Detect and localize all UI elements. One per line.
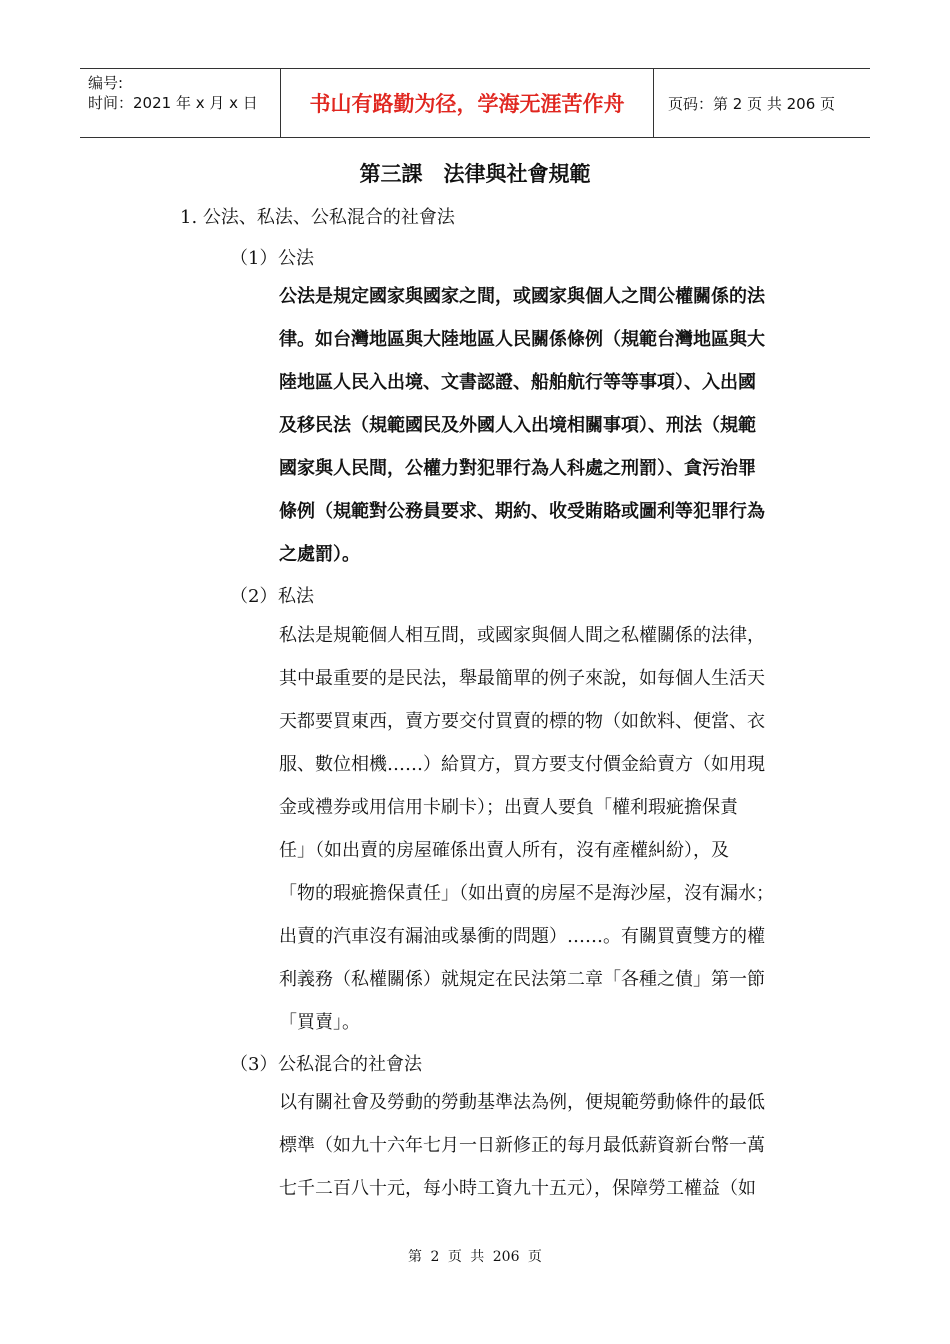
paragraph-line: 及移民法（規範國民及外國人入出境相關事項）、刑法（規範 — [279, 415, 756, 436]
paragraph-line: 律。如台灣地區與大陸地區人民關係條例（規範台灣地區與大 — [279, 329, 765, 350]
section-heading: 1. 公法、私法、公私混合的社會法 — [180, 207, 455, 228]
paragraph-line: 天都要買東西，賣方要交付買賣的標的物（如飲料、便當、衣 — [279, 711, 765, 732]
paragraph-line: 服、數位相機……）給買方，買方要支付價金給賣方（如用現 — [279, 754, 765, 775]
paragraph-line: 標準（如九十六年七月一日新修正的每月最低薪資新台幣一萬 — [279, 1135, 765, 1156]
subsection-public-law — [230, 244, 314, 270]
paragraph-line: 以有關社會及勞動的勞動基準法為例，便規範勞動條件的最低 — [279, 1092, 765, 1113]
page-footer: 第 2 页 共 206 页 — [408, 1249, 542, 1265]
header-motto: 书山有路勤为径，学海无涯苦作舟 — [280, 69, 654, 137]
paragraph-line: 公法是規定國家與國家之間，或國家與個人之間公權關係的法 — [279, 286, 765, 307]
subsection-label: 公私混合的社會法 — [278, 1054, 422, 1075]
paragraph-line: 私法是規範個人相互間，或國家與個人間之私權關係的法律， — [279, 625, 765, 646]
header-meta — [80, 69, 280, 137]
lesson-title: 第三課 法律與社會規範 — [359, 162, 591, 186]
paragraph-line: 「物的瑕疵擔保責任」（如出賣的房屋不是海沙屋，沒有漏水； — [279, 883, 774, 904]
private-law-paragraph — [279, 614, 804, 1044]
paragraph-line: 七千二百八十元，每小時工資九十五元），保障勞工權益（如 — [279, 1178, 756, 1199]
paragraph-line: 出賣的汽車沒有漏油或暴衝的問題）……。有關買賣雙方的權 — [279, 926, 765, 947]
paragraph-line: 「買賣」。 — [279, 1012, 360, 1033]
subsection-number: （2） — [230, 586, 278, 607]
header-page-number: 页码：第 2 页 共 206 页 — [668, 94, 836, 113]
subsection-social-law — [230, 1050, 422, 1076]
paragraph-line: 陸地區人民入出境、文書認證、船舶航行等等事項）、入出國 — [279, 372, 756, 393]
page-header — [80, 68, 870, 138]
date-label: 时间：2021 年 x 月 x 日 — [88, 94, 258, 112]
paragraph-line: 國家與人民間，公權力對犯罪行為人科處之刑罰）、貪污治罪 — [279, 458, 756, 479]
subsection-private-law — [230, 582, 314, 608]
paragraph-line: 任」（如出賣的房屋確係出賣人所有，沒有產權糾紛），及 — [279, 840, 729, 861]
paragraph-line: 條例（規範對公務員要求、期約、收受賄賂或圖利等犯罪行為 — [279, 501, 765, 522]
paragraph-line: 之處罰）。 — [279, 544, 360, 565]
subsection-number: （1） — [230, 248, 278, 269]
public-law-paragraph — [279, 275, 804, 576]
document-number-label: 编号: — [88, 74, 124, 92]
paragraph-line: 金或禮券或用信用卡刷卡）；出賣人要負「權利瑕疵擔保責 — [279, 797, 738, 818]
paragraph-line: 利義務（私權關係）就規定在民法第二章「各種之債」第一節 — [279, 969, 765, 990]
paragraph-line: 其中最重要的是民法，舉最簡單的例子來說，如每個人生活天 — [279, 668, 765, 689]
subsection-label: 私法 — [278, 586, 314, 607]
subsection-number: （3） — [230, 1054, 278, 1075]
subsection-label: 公法 — [278, 248, 314, 269]
social-law-paragraph — [279, 1081, 804, 1210]
